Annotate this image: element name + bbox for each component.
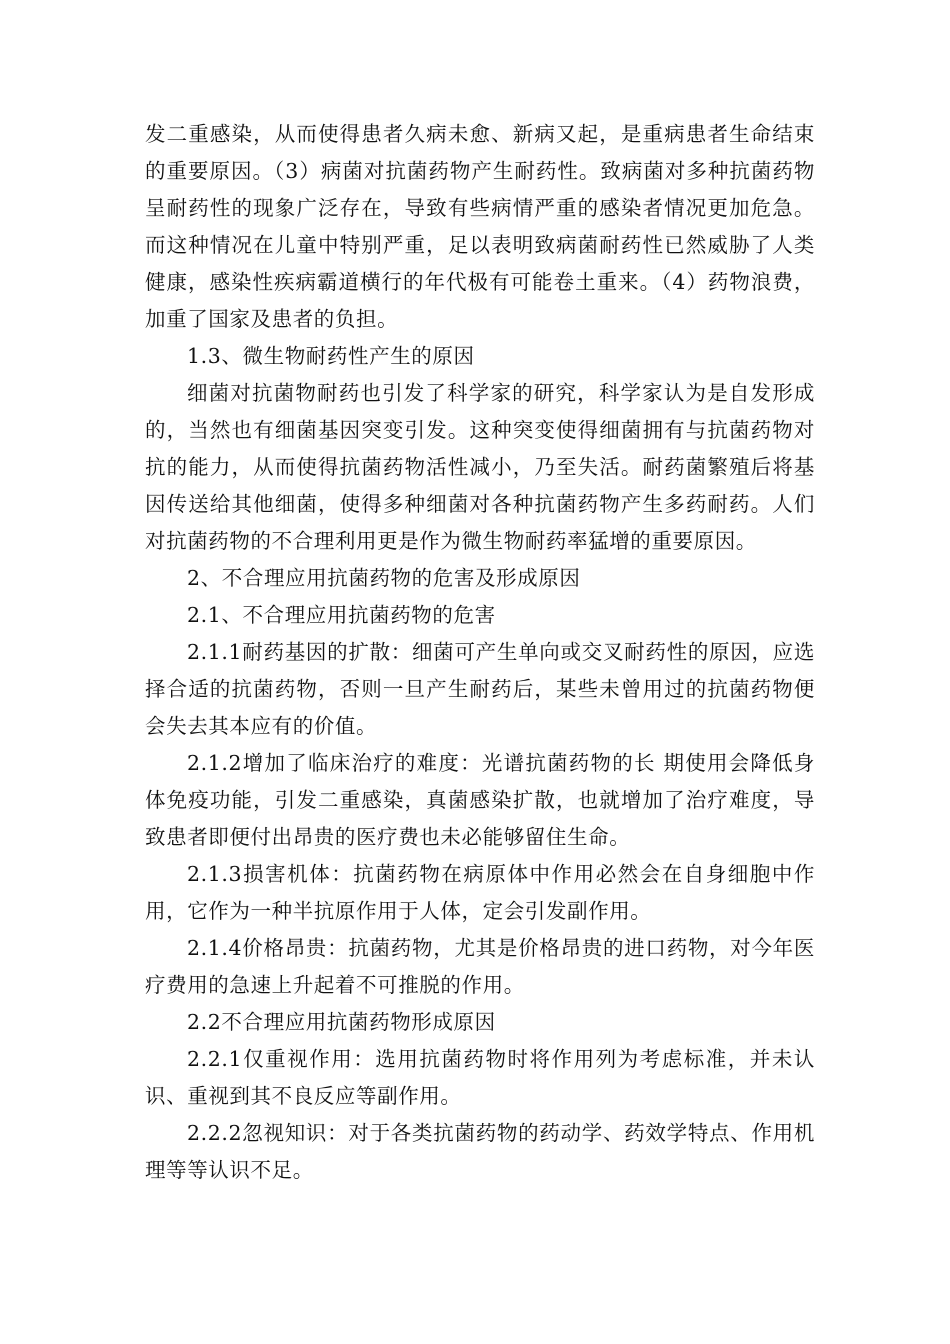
section-heading-2-1: 2.1、不合理应用抗菌药物的危害	[187, 603, 496, 627]
paragraph-2-1-3: 2.1.3损害机体：抗菌药物在病原体中作用必然会在自身细胞中作用，它作为一种半抗原作用于人体，定会引发副作用。	[145, 862, 815, 923]
paragraph-2-1-4: 2.1.4价格昂贵：抗菌药物，尤其是价格昂贵的进口药物，对今年医疗费用的急速上升起着不可推脱的作用。	[145, 936, 815, 997]
paragraph-2-2-2: 2.2.2忽视知识：对于各类抗菌药物的药动学、药效学特点、作用机理等等认识不足。	[145, 1121, 815, 1182]
paragraph-continuation: 发二重感染，从而使得患者久病未愈、新病又起，是重病患者生命结束的重要原因。（3）病菌对抗菌药物产生耐药性。致病菌对多种抗菌药物呈耐药性的现象广泛存在，导致有些病情严重的感染者情况更加危急。而这种情况在儿童中特别严重，足以表明致病菌耐药性已然威胁了人类健康，感染性疾病霸道横行的年代极有可能卷土重来。（4）药物浪费，加重了国家及患者的负担。	[145, 122, 815, 331]
section-heading-1-3: 1.3、微生物耐药性产生的原因	[187, 344, 475, 368]
paragraph-2-1-2: 2.1.2增加了临床治疗的难度：光谱抗菌药物的长 期使用会降低身体免疫功能，引发二重感染，真菌感染扩散，也就增加了治疗难度，导致患者即便付出昂贵的医疗费也未必能够留住生命。	[145, 751, 815, 849]
section-heading-2: 2、不合理应用抗菌药物的危害及形成原因	[187, 566, 581, 590]
paragraph-2-2-1: 2.2.1仅重视作用：选用抗菌药物时将作用列为考虑标准，并未认识、重视到其不良反应等副作用。	[145, 1047, 815, 1108]
paragraph-2-1-1: 2.1.1耐药基因的扩散：细菌可产生单向或交叉耐药性的原因，应选择合适的抗菌药物，否则一旦产生耐药后，某些未曾用过的抗菌药物便会失去其本应有的价值。	[145, 640, 815, 738]
section-heading-2-2: 2.2不合理应用抗菌药物形成原因	[187, 1010, 496, 1034]
document-body	[145, 116, 815, 1189]
paragraph-resistance-causes: 细菌对抗菌物耐药也引发了科学家的研究，科学家认为是自发形成的，当然也有细菌基因突变引发。这种突变使得细菌拥有与抗菌药物对抗的能力，从而使得抗菌药物活性减小，乃至失活。耐药菌繁殖后将基因传送给其他细菌，使得多种细菌对各种抗菌药物产生多药耐药。人们对抗菌药物的不合理利用更是作为微生物耐药率猛增的重要原因。	[145, 381, 815, 553]
